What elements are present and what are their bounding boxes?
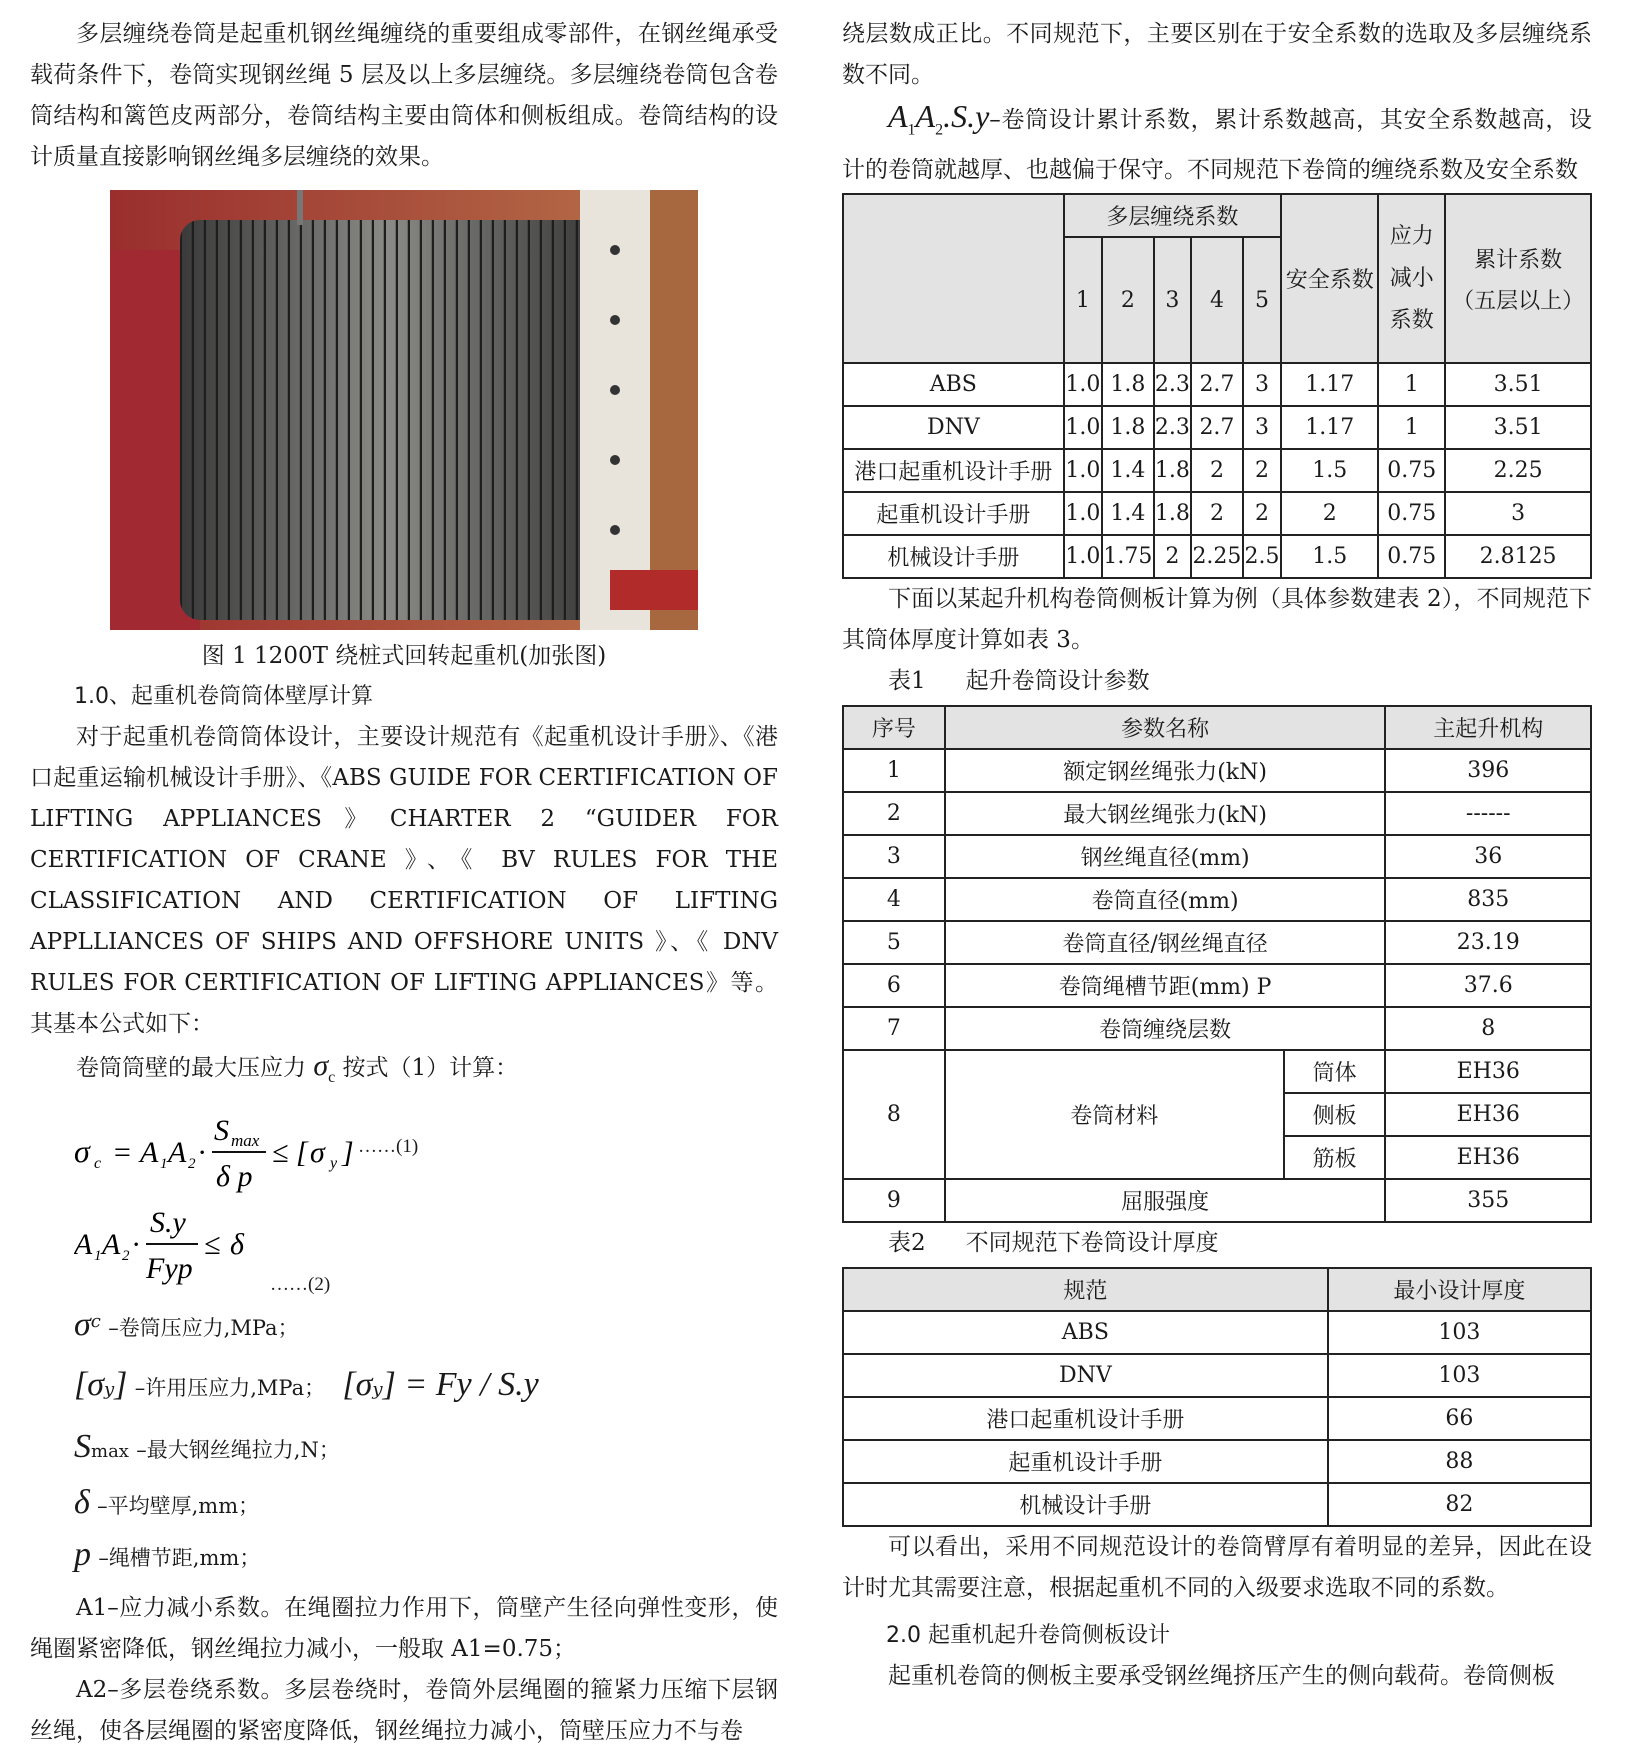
thick-row — [843, 1397, 1591, 1440]
coef-value-cell: 3 — [1243, 406, 1281, 449]
param-cell: 4 — [843, 878, 945, 921]
param-cell: 8 — [1385, 1007, 1591, 1050]
param-row — [843, 964, 1591, 1007]
intro-paragraph: 多层缠绕卷筒是起重机钢丝绳缠绕的重要组成零部件，在钢丝绳承受载荷条件下，卷筒实现钢丝绳 5 层及以上多层缠绕。多层缠绕卷筒包含卷筒结构和篱笆皮两部分，卷筒结构主要由筒体和侧板组成。卷筒结构的设计质量直接影响钢丝绳多层缠绕的效果。 — [30, 21, 778, 170]
param-cell: 396 — [1385, 749, 1591, 792]
a1-paragraph: A1–应力减小系数。在绳圈拉力作用下，筒壁产生径向弹性变形，使绳圈紧密降低，钢丝绳拉力减小，一般取 A1=0.75； — [30, 1595, 778, 1662]
table1-title: 起升卷筒设计参数 — [965, 668, 1150, 695]
coef-standard-cell: 机械设计手册 — [843, 535, 1064, 578]
coef-value-cell: 2 — [1243, 492, 1281, 535]
svg-text:A: A — [140, 1136, 159, 1169]
coef-header-layer: 2 — [1102, 237, 1154, 363]
svg-text:c: c — [94, 1155, 102, 1172]
param-header-no: 序号 — [843, 706, 945, 749]
thick-standard-cell: 起重机设计手册 — [843, 1440, 1328, 1483]
coef-value-cell: 0.75 — [1378, 535, 1445, 578]
coef-value-cell: 2 — [1243, 449, 1281, 492]
param-material-part: 侧板 — [1284, 1093, 1386, 1136]
param-cell: 37.6 — [1385, 964, 1591, 1007]
formula-intro-b: 按式（1）计算： — [342, 1055, 519, 1081]
coef-header-stress: 应力减小系数 — [1378, 194, 1445, 363]
a2-paragraph: A2–多层卷绕系数。多层卷绕时，卷筒外层绳圈的箍紧力压缩下层钢丝绳，使各层绳圈的紧密度降低，钢丝绳拉力减小，筒壁压应力不与卷 — [30, 1677, 778, 1744]
param-material-no: 8 — [843, 1050, 945, 1179]
coef-value-cell: 1.75 — [1102, 535, 1154, 578]
param-cell: 卷筒直径(mm) — [945, 878, 1386, 921]
section-heading-2: 2.0 起重机起升卷筒侧板设计 — [886, 1623, 1170, 1649]
coef-value-cell: 1.4 — [1102, 449, 1154, 492]
coef-value-cell: 1.0 — [1064, 363, 1102, 406]
coef-value-cell: 0.75 — [1378, 449, 1445, 492]
coef-value-cell: 2.7 — [1191, 363, 1243, 406]
param-row — [843, 1007, 1591, 1050]
formula-intro: 卷筒筒壁的最大压应力 $\sigma_c$ 按式（1）计算： — [76, 1049, 519, 1086]
param-cell: 最大钢丝绳张力(kN) — [945, 792, 1386, 835]
param-cell: 2 — [843, 792, 945, 835]
thick-row — [843, 1440, 1591, 1483]
coef-standard-cell: 起重机设计手册 — [843, 492, 1064, 535]
param-row — [843, 878, 1591, 921]
thick-standard-cell: DNV — [843, 1354, 1328, 1397]
parameter-table — [842, 705, 1592, 1223]
svg-text:2: 2 — [122, 1248, 130, 1264]
svg-text:Fyp: Fyp — [146, 1252, 193, 1285]
coef-value-cell: 3.51 — [1445, 406, 1591, 449]
definition-sigma-y-text: –许用压应力,MPa； — [134, 1376, 326, 1400]
coef-header-accum-2: （五层以上） — [1452, 288, 1585, 314]
coef-value-cell: 1.5 — [1281, 449, 1378, 492]
definition-p: p –绳槽节距,mm； — [74, 1536, 261, 1573]
coef-standard-cell: 港口起重机设计手册 — [843, 449, 1064, 492]
svg-text:1: 1 — [160, 1156, 168, 1172]
coef-value-cell: 3 — [1445, 492, 1591, 535]
coef-value-cell: 2 — [1281, 492, 1378, 535]
svg-text:σ: σ — [310, 1136, 325, 1169]
param-cell: 3 — [843, 835, 945, 878]
param-row — [843, 835, 1591, 878]
thick-header-standard: 规范 — [843, 1268, 1328, 1311]
definition-p-text: –绳槽节距,mm； — [98, 1546, 261, 1570]
example-paragraph: 下面以某起升机构卷筒侧板计算为例（具体参数建表 2），不同规范下其筒体厚度计算如表 3。 — [842, 586, 1592, 654]
coef-value-cell: 2 — [1154, 535, 1191, 578]
coef-header-layer: 4 — [1191, 237, 1243, 363]
right-column — [842, 14, 1592, 1697]
coef-value-cell: 2 — [1191, 449, 1243, 492]
coefficient-table — [842, 193, 1592, 579]
coef-value-cell: 1.4 — [1102, 492, 1154, 535]
svg-text:≤: ≤ — [204, 1228, 221, 1261]
param-material-name: 卷筒材料 — [945, 1050, 1284, 1179]
param-cell: 卷筒绳槽节距(mm) P — [945, 964, 1386, 1007]
accumulated-coefficient-text: –卷筒设计累计系数，累计系数越高，其安全系数越高，设计的卷筒就越厚、也越偏于保守。不同规范下卷筒的缠绕系数及安全系数 — [842, 107, 1592, 184]
svg-text:≤ [: ≤ [ — [272, 1136, 308, 1169]
param-cell: 额定钢丝绳张力(kN) — [945, 749, 1386, 792]
coef-value-cell: 1.8 — [1102, 406, 1154, 449]
definition-sigma-c: $\sigma^c$ –卷筒压应力,MPa； — [74, 1306, 299, 1343]
thickness-table — [842, 1267, 1592, 1527]
svg-text:δ: δ — [230, 1228, 244, 1261]
param-header-main: 主起升机构 — [1385, 706, 1591, 749]
param-row — [843, 792, 1591, 835]
thick-value-cell: 103 — [1328, 1354, 1591, 1397]
coef-header-layer: 1 — [1064, 237, 1102, 363]
coef-value-cell: 0.75 — [1378, 492, 1445, 535]
coef-value-cell: 1.8 — [1154, 492, 1191, 535]
param-cell: 5 — [843, 921, 945, 964]
svg-text:y: y — [330, 1155, 338, 1172]
definition-delta: δ –平均壁厚,mm； — [74, 1484, 260, 1521]
coef-row — [843, 535, 1591, 578]
param-row — [843, 749, 1591, 792]
param-cell: 卷筒缠绕层数 — [945, 1007, 1386, 1050]
svg-text:S.y: S.y — [150, 1206, 186, 1239]
left-column — [30, 14, 778, 1752]
svg-text:σ: σ — [74, 1133, 90, 1169]
param-cell: 835 — [1385, 878, 1591, 921]
coef-value-cell: 1.8 — [1102, 363, 1154, 406]
param-material-part: 筒体 — [1284, 1050, 1386, 1093]
coef-row — [843, 449, 1591, 492]
param-cell: 1 — [843, 749, 945, 792]
svg-text:·: · — [132, 1228, 140, 1261]
svg-text:A: A — [102, 1228, 121, 1261]
equation-2 — [74, 1198, 778, 1306]
thick-row — [843, 1483, 1591, 1526]
definition-delta-text: –平均壁厚,mm； — [97, 1494, 260, 1518]
param-header-name: 参数名称 — [945, 706, 1386, 749]
coef-value-cell: 1 — [1378, 363, 1445, 406]
param-cell: 355 — [1385, 1179, 1591, 1222]
continued-paragraph: 绕层数成正比。不同规范下，主要区别在于安全系数的选取及多层缠绕系数不同。 — [842, 21, 1592, 88]
param-cell: 卷筒直径/钢丝绳直径 — [945, 921, 1386, 964]
param-material-value: EH36 — [1385, 1136, 1591, 1179]
coef-value-cell: 2.3 — [1154, 363, 1191, 406]
param-cell: ------ — [1385, 792, 1591, 835]
definition-sigma-y: [σy] –许用压应力,MPa； [σy] = Fy / S.y — [74, 1366, 539, 1403]
thick-row — [843, 1354, 1591, 1397]
coef-header-safety: 安全系数 — [1281, 194, 1378, 363]
coef-row — [843, 406, 1591, 449]
coef-value-cell: 2.7 — [1191, 406, 1243, 449]
figure-caption: 图 1 1200T 绕桩式回转起重机(加张图) — [201, 643, 607, 669]
thick-value-cell: 103 — [1328, 1311, 1591, 1354]
thick-standard-cell: 港口起重机设计手册 — [843, 1397, 1328, 1440]
svg-text:max: max — [231, 1131, 260, 1150]
drum-illustration — [110, 190, 698, 630]
svg-text:δ p: δ p — [216, 1160, 253, 1193]
coef-value-cell: 1.5 — [1281, 535, 1378, 578]
coef-value-cell: 3 — [1243, 363, 1281, 406]
svg-text:S: S — [214, 1114, 229, 1147]
coef-header-multi: 多层缠绕系数 — [1064, 194, 1282, 237]
equation-1-svg — [74, 1106, 494, 1198]
coef-value-cell: 2.5 — [1243, 535, 1281, 578]
param-cell: 屈服强度 — [945, 1179, 1386, 1222]
coef-value-cell: 1.0 — [1064, 492, 1102, 535]
coef-row — [843, 363, 1591, 406]
thick-value-cell: 88 — [1328, 1440, 1591, 1483]
param-row — [843, 921, 1591, 964]
param-cell: 7 — [843, 1007, 945, 1050]
section-heading-1: 1.0、起重机卷筒筒体壁厚计算 — [74, 684, 373, 709]
param-material-part: 筋板 — [1284, 1136, 1386, 1179]
svg-text:A: A — [74, 1228, 93, 1261]
definition-sigma-c-text: –卷筒压应力,MPa； — [108, 1316, 299, 1340]
param-cell: 钢丝绳直径(mm) — [945, 835, 1386, 878]
thick-standard-cell: 机械设计手册 — [843, 1483, 1328, 1526]
table2-label: 表2 — [888, 1230, 926, 1257]
table1-caption — [842, 661, 1592, 701]
coef-standard-cell: ABS — [843, 363, 1064, 406]
coef-value-cell: 2 — [1191, 492, 1243, 535]
thick-value-cell: 66 — [1328, 1397, 1591, 1440]
thick-row — [843, 1311, 1591, 1354]
thick-value-cell: 82 — [1328, 1483, 1591, 1526]
coef-row — [843, 492, 1591, 535]
coef-header-layer: 3 — [1154, 237, 1191, 363]
svg-text:A: A — [168, 1136, 187, 1169]
thick-standard-cell: ABS — [843, 1311, 1328, 1354]
equation-2-tag: ……(2) — [270, 1274, 331, 1295]
coef-value-cell: 1.17 — [1281, 406, 1378, 449]
coef-value-cell: 2.3 — [1154, 406, 1191, 449]
table2-caption — [842, 1223, 1592, 1263]
coef-header-blank — [843, 194, 1064, 363]
formula-intro-a: 卷筒筒壁的最大压应力 — [76, 1055, 306, 1081]
definition-smax: Smax –最大钢丝绳拉力,N； — [74, 1428, 340, 1465]
svg-text:=: = — [112, 1136, 133, 1169]
coef-value-cell: 1.0 — [1064, 406, 1102, 449]
accumulated-coefficient-paragraph: $A_1A_2.S.y-$卷筒设计累计系数，累计系数越高，其安全系数越高，设计的卷筒就越厚、也越偏于保守。不同规范下卷筒的缠绕系数及安全系数 — [842, 98, 1592, 184]
conclusion-paragraph: 可以看出，采用不同规范设计的卷筒臂厚有着明显的差异，因此在设计时尤其需要注意，根据起重机不同的入级要求选取不同的系数。 — [842, 1534, 1592, 1602]
coef-value-cell: 1 — [1378, 406, 1445, 449]
coef-value-cell: 2.25 — [1445, 449, 1591, 492]
equation-1-tag: ……(1) — [358, 1136, 419, 1157]
coef-header-accum — [1445, 194, 1591, 363]
coef-value-cell: 1.0 — [1064, 449, 1102, 492]
last-paragraph: 起重机卷筒的侧板主要承受钢丝绳挤压产生的侧向载荷。卷筒侧板 — [888, 1663, 1555, 1690]
svg-text:1: 1 — [94, 1248, 102, 1264]
param-cell: 36 — [1385, 835, 1591, 878]
table2-title: 不同规范下卷筒设计厚度 — [965, 1230, 1219, 1257]
coef-standard-cell: DNV — [843, 406, 1064, 449]
definition-smax-text: –最大钢丝绳拉力,N； — [136, 1438, 340, 1462]
param-material-value: EH36 — [1385, 1050, 1591, 1093]
table1-label: 表1 — [888, 668, 926, 695]
winch-drum-photo — [110, 190, 698, 630]
param-cell: 6 — [843, 964, 945, 1007]
standards-paragraph: 对于起重机卷筒筒体设计，主要设计规范有《起重机设计手册》、《港口起重运输机械设计手册》、《ABS GUIDE FOR CERTIFICATION OF LIFTING APPLIANCES》CHARTER 2 “GUIDER FOR CERTIFICATION OF CRANE 》、《 BV RULES FOR THE CLASSIFICATION AND CERTIFICATION OF LIFTING APPLLIANCES OF SHIPS AND OFFSHORE UNITS 》、《 DNV RULES FOR CERTIFICATION OF LIFTING APPLIANCES》等。其基本公式如下： — [30, 724, 778, 1037]
param-material-value: EH36 — [1385, 1093, 1591, 1136]
coef-header-layer: 5 — [1243, 237, 1281, 363]
coef-header-accum-1: 累计系数 — [1474, 247, 1563, 273]
coef-value-cell: 1.17 — [1281, 363, 1378, 406]
coef-value-cell: 2.25 — [1191, 535, 1243, 578]
coef-value-cell: 1.0 — [1064, 535, 1102, 578]
param-cell: 23.19 — [1385, 921, 1591, 964]
param-cell: 9 — [843, 1179, 945, 1222]
svg-text:2: 2 — [188, 1156, 196, 1172]
svg-text:·: · — [198, 1136, 206, 1169]
coef-value-cell: 3.51 — [1445, 363, 1591, 406]
coef-value-cell: 2.8125 — [1445, 535, 1591, 578]
coef-value-cell: 1.8 — [1154, 449, 1191, 492]
equation-1 — [74, 1106, 778, 1198]
thick-header-min: 最小设计厚度 — [1328, 1268, 1591, 1311]
svg-text:]: ] — [342, 1136, 354, 1169]
